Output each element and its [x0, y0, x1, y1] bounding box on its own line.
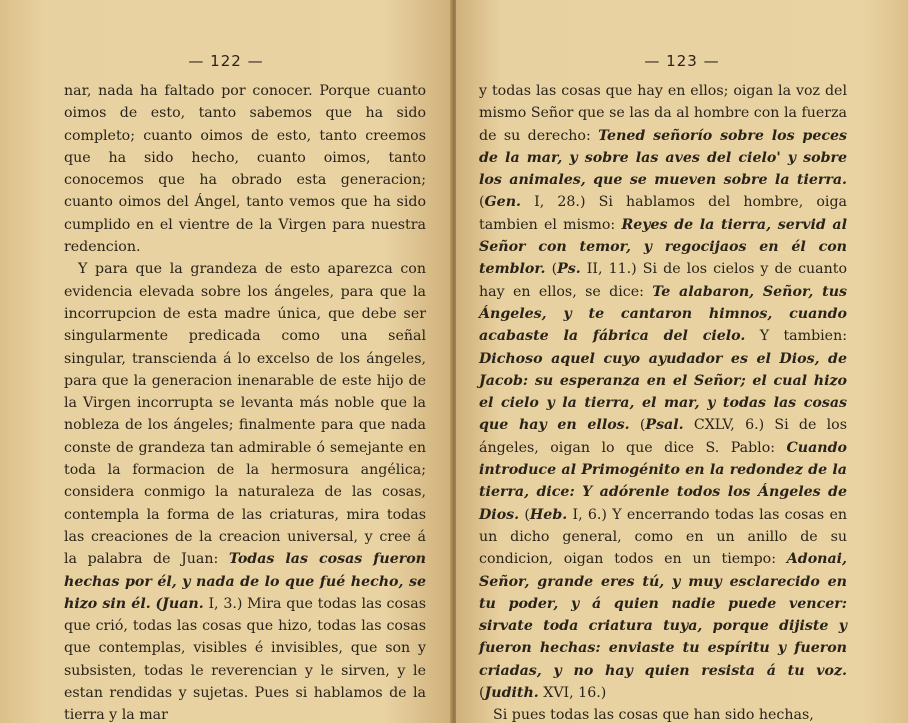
right-page	[456, 0, 908, 723]
italic-quote-segment: Te alabaron, Señor, tus Ángeles, y te cantaron himnos, cuando acabaste la fábrica del cielo.	[479, 283, 848, 345]
text-segment: II, 11.) Si de los cielos y de cuanto hay en ellos, se dice:	[479, 261, 848, 300]
paragraph-2	[64, 258, 426, 723]
italic-quote-segment: Ps.	[557, 261, 581, 278]
text-segment: (	[479, 685, 485, 702]
text-segment: (	[629, 417, 646, 434]
page-number-122: — 122 —	[188, 52, 264, 70]
italic-quote-segment: Heb.	[529, 506, 568, 523]
text-segment: (	[519, 506, 530, 523]
john-quote: Todas las cosas fueron hechas por él, y nada de lo que fué hecho, se hizo sin él.	[64, 551, 426, 612]
right-page-text	[479, 80, 847, 723]
text-segment: XVI, 16.)	[538, 685, 607, 702]
text-segment: I, 28.) Si hablamos del hombre, oiga tambien el mismo:	[479, 194, 847, 233]
left-page	[0, 0, 452, 723]
john-ref-num: I, 3.)	[208, 595, 243, 612]
italic-quote-segment: Gen.	[484, 194, 521, 211]
paragraph-2-continued: Mira que todas las cosas que crió, todas las cosas que hizo, todas las cosas que contemplas, visibles é invisibles, que son y subsisten, todas le reverencian y le sirven, y le estan rendidas y sujetas. Pues si hablamos de la tierra y la mar	[64, 595, 427, 723]
text-segment: (	[545, 261, 558, 278]
text-segment: (	[479, 194, 485, 211]
paragraph-3	[479, 80, 847, 704]
page-number-123: — 123 —	[644, 52, 720, 70]
italic-quote-segment: Reyes de la tierra, servid al Señor con temor, y regocijaos en él con temblor.	[479, 216, 847, 278]
paragraph-1: nar, nada ha faltado por conocer. Porque cuanto oimos de esto, tanto sabemos que ha sido completo; cuanto oimos de esto, tanto creemos que ha sido hecho, cuanto oimos, tanto conocemos que ha obrado esta generacion; cuanto oimos del Ángel, tanto vemos que ha sido cumplido en el vientre de la Virgen para nuestra redencion.	[64, 83, 426, 256]
italic-quote-segment: Cuando introduce al Primogénito en la redondez de la tierra, dice: Y adórenle todos los Ángeles de Dios.	[479, 439, 847, 523]
paragraph-2-text: Y para que la grandeza de esto aparezca con evidencia elevada sobre los ángeles, para que la incorrupcion de esta madre única, que debe ser singularmente predicada como una señal singular, transcienda á lo excelso de los ángeles, para que la generacion inenarable de este hijo de la Virgen incorrupta se levanta más noble que la nobleza de los ángeles; finalmente para que nada conste de grandeza tan admirable ó semejante en toda la formacion de la hermosura angélica; considera conmigo la naturaleza de las cosas, contempla la forma de las criaturas, mira todas las creaciones de la creacion universal, y cree á la palabra de Juan:	[64, 261, 426, 568]
text-segment: Y tambien:	[745, 328, 847, 345]
italic-quote-segment: Adonai, Señor, grande eres tú, y muy esclarecido en tu poder, y á quien nadie puede vencer: sirvate toda criatura tuya, porque dijiste y fueron hechas: enviaste tu espíritu y fueron criadas, y no hay quien resista á tu voz.	[479, 551, 847, 679]
paragraph-4: Si pues todas las cosas que han sido hechas,	[493, 707, 814, 723]
john-ref-open: (Juan.	[155, 595, 204, 612]
italic-quote-segment: Judith.	[484, 685, 539, 702]
text-segment: I, 6.) Y encerrando todas las cosas en un dicho general, como en un anillo de su condicion, oigan todos en un tiempo:	[479, 506, 847, 568]
text-segment: y todas las cosas que hay en ellos; oigan la voz del mismo Señor que se las da al hombre con la fuerza de su derecho:	[479, 83, 847, 144]
italic-quote-segment: Psal.	[645, 417, 684, 434]
italic-quote-segment: Dichoso aquel cuyo ayudador es el Dios, de Jacob: su esperanza en el Señor; el cual hizo el cielo y la tierra, el mar, y todas las cosas que hay en ellos.	[479, 350, 847, 434]
left-page-text	[64, 80, 426, 723]
text-segment: CXLV, 6.) Si de los ángeles, oigan lo que dice S. Pablo:	[479, 417, 847, 456]
italic-quote-segment: Tened señorío sobre los peces de la mar, y sobre las aves del cielo' y sobre los animales, que se mueven sobre la tierra.	[479, 127, 847, 189]
